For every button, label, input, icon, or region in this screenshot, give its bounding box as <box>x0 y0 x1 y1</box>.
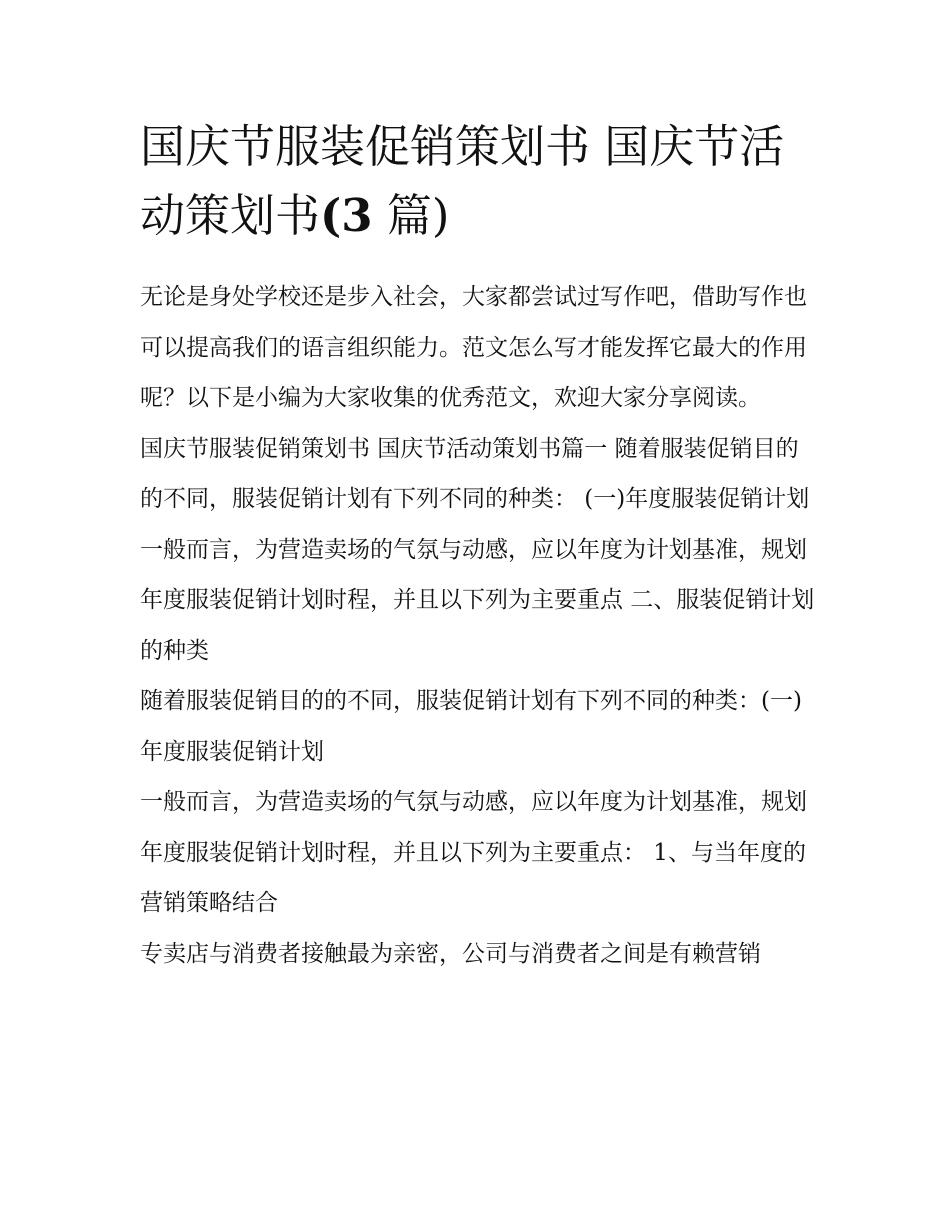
document-title <box>140 112 815 250</box>
paragraph: 一般而言，为营造卖场的气氛与动感，应以年度为计划基准，规划年度服装促销计划时程，并且以下列为主要重点 二、服装促销计划的种类 <box>140 536 815 664</box>
paragraph: 专卖店与消费者接触最为亲密，公司与消费者之间是有赖营销 <box>140 940 761 967</box>
document-page <box>140 112 815 979</box>
document-body <box>140 272 815 979</box>
paragraph: 国庆节服装促销策划书 国庆节活动策划书篇一 随着服装促销目的的不同，服装促销计划有下列不同的种类： (一)年度服装促销计划 <box>140 435 810 512</box>
title-text: 国庆节服装促销策划书 国庆节活动策划书 <box>140 120 785 242</box>
paragraph-intro: 无论是身处学校还是步入社会，大家都尝试过写作吧，借助写作也可以提高我们的语言组织能力。范文怎么写才能发挥它最大的作用呢？以下是小编为大家收集的优秀范文，欢迎大家分享阅读。 <box>140 284 807 411</box>
title-count: (3 <box>320 189 373 242</box>
paragraph: 随着服装促销目的的不同，服装促销计划有下列不同的种类：(一)年度服装促销计划 <box>140 688 802 765</box>
paragraph: 一般而言，为营造卖场的气氛与动感，应以年度为计划基准，规划年度服装促销计划时程，并且以下列为主要重点： 1、与当年度的营销策略结合 <box>140 789 807 916</box>
title-suffix: 篇) <box>372 189 450 242</box>
